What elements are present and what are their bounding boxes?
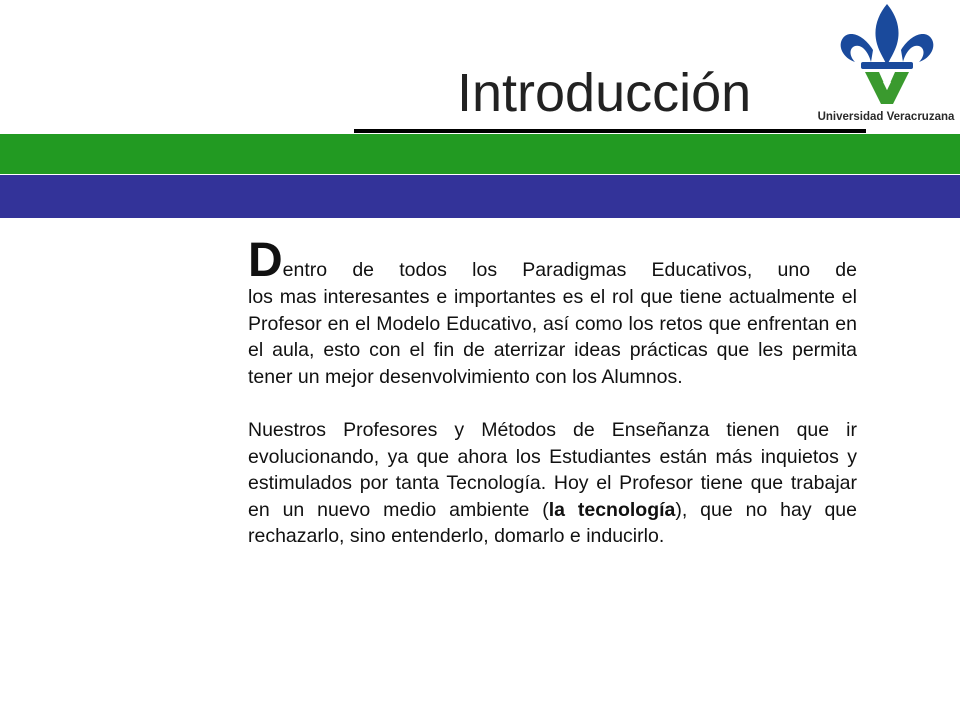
paragraph-2-text-a: Nuestros Profesores y Métodos de Enseñanza tienen que ir evolucionando, ya que ahora los Estudiantes están más inquietos y estimulados por tanta Tecnología. Hoy el Profesor tiene que trabajar en un nuevo medio ambiente ( [248,419,857,521]
page-title: Introducción [457,63,752,123]
paragraph-1-first-line: entro de todos los Paradigmas Educativos, uno de [282,259,857,281]
drop-cap: D [248,234,283,287]
body-text [248,234,857,550]
title-underline [354,129,866,133]
paragraph-2-bold: la tecnología [548,498,676,521]
green-band [0,134,960,174]
blue-band [0,175,960,218]
paragraph-2-text-b: ), que no hay que rechazarlo, sino entenderlo, domarlo e inducirlo. [248,498,857,547]
paragraph-1-text: los mas interesantes e importantes es el rol que tiene actualmente el Profesor en el Modelo Educativo, así como los retos que enfrentan en el aula, esto con el fin de aterrizar ideas prácticas que les permita tener un mejor desenvolvimiento con los Alumnos. [248,286,857,388]
paragraph-2 [248,417,857,550]
university-logo [813,0,960,130]
paragraph-1 [248,234,857,390]
logo-text: Universidad Veracruzana [817,111,955,123]
